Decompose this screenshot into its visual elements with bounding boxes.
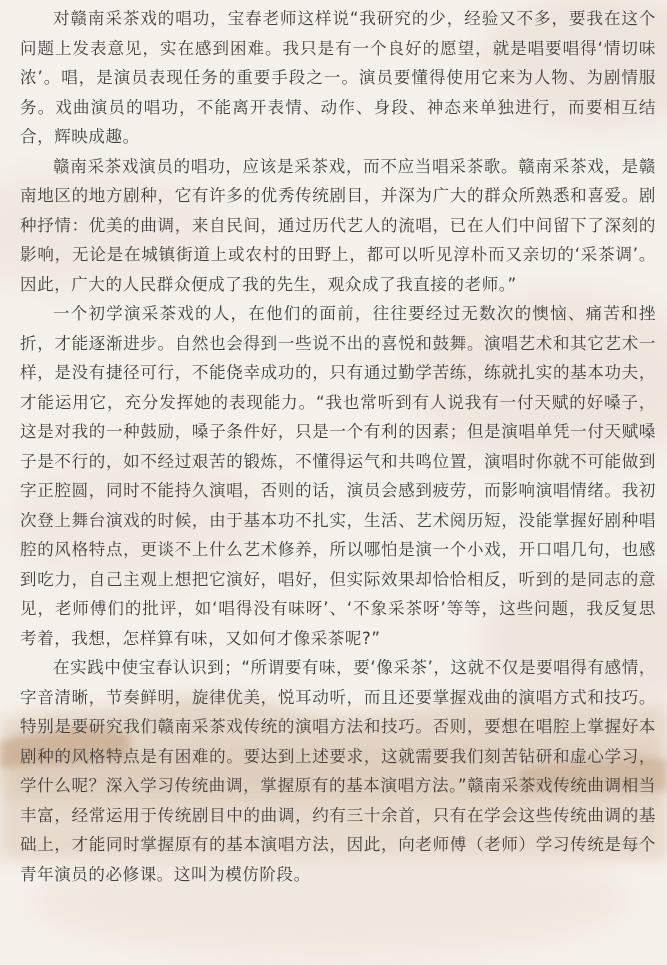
- article-body: [20, 4, 656, 889]
- paragraph-2: 赣南采茶戏演员的唱功，应该是采茶戏，而不应当唱采茶歌。赣南采茶戏，是赣南地区的地方剧种，它有许多的优秀传统剧目，并深为广大的群众所熟悉和喜爱。剧种抒情：优美的曲调，来自民间，通过历代艺人的流唱，已在人们中间留下了深刻的影响，无论是在城镇街道上或农村的田野上，都可以听见淳朴而又亲切的‘采茶调’。因此，广大的人民群众便成了我的先生，观众成了我直接的老师。”: [20, 156, 656, 294]
- paragraph-3: 一个初学演采茶戏的人，在他们的面前，往往要经过无数次的懊恼、痛苦和挫折，才能逐渐进步。自然也会得到一些说不出的喜悦和鼓舞。演唱艺术和其它艺术一样，是没有捷径可行，不能侥幸成功的，只有通过勤学苦练，练就扎实的基本功夫，才能运用它，充分发挥她的表现能力。“我也常听到有人说我有一付天赋的好嗓子，这是对我的一种鼓励，嗓子条件好，只是一个有利的因素；但是演唱单凭一付天赋嗓子是不行的，如不经过艰苦的锻炼，不懂得运气和共鸣位置，演唱时你就不可能做到字正腔圆，同时不能持久演唱，否则的话，演员会感到疲劳，而影响演唱情绪。我初次登上舞台演戏的时候，由于基本功不扎实，生活、艺术阅历短，没能掌握好剧种唱腔的风格特点，更谈不上什么艺术修养，所以哪怕是演一个小戏，开口唱几句，也感到吃力，自己主观上想把它演好，唱好，但实际效果却恰恰相反，听到的是同志的意见，老师傅们的批评，如‘唱得没有味呀’、‘不象采茶呀’等等，这些问题，我反复思考着，我想，怎样算有味，又如何才像采茶呢?”: [20, 304, 656, 648]
- paragraph-1: 对赣南采茶戏的唱功，宝春老师这样说“我研究的少，经验又不多，要我在这个问题上发表意见，实在感到困难。我只是有一个良好的愿望，就是唱要唱得‘情切味浓’。唱，是演员表现任务的重要手段之一。演员要懂得使用它来为人物、为剧情服务。戏曲演员的唱功，不能离开表情、动作、身段、神态来单独进行，而要相互结合，辉映成趣。: [20, 9, 656, 146]
- paragraph-4: 在实践中使宝春认识到；“所谓要有味，要‘像采茶’，这就不仅是要唱得有感情，字音清晰，节奏鲜明，旋律优美，悦耳动听，而且还要掌握戏曲的演唱方式和技巧。特别是要研究我们赣南采茶戏传统的演唱方法和技巧。否则，要想在唱腔上掌握好本剧种的风格特点是有困难的。要达到上述要求，这就需要我们刻苦钻研和虚心学习，学什么呢？深入学习传统曲调，掌握原有的基本演唱方法。”赣南采茶戏传统曲调相当丰富，经常运用于传统剧目中的曲调，约有三十余首，只有在学会这些传统曲调的基础上，才能同时掌握原有的基本演唱方法，因此，向老师傅（老师）学习传统是每个青年演员的必修课。这叫为模仿阶段。: [20, 658, 656, 884]
